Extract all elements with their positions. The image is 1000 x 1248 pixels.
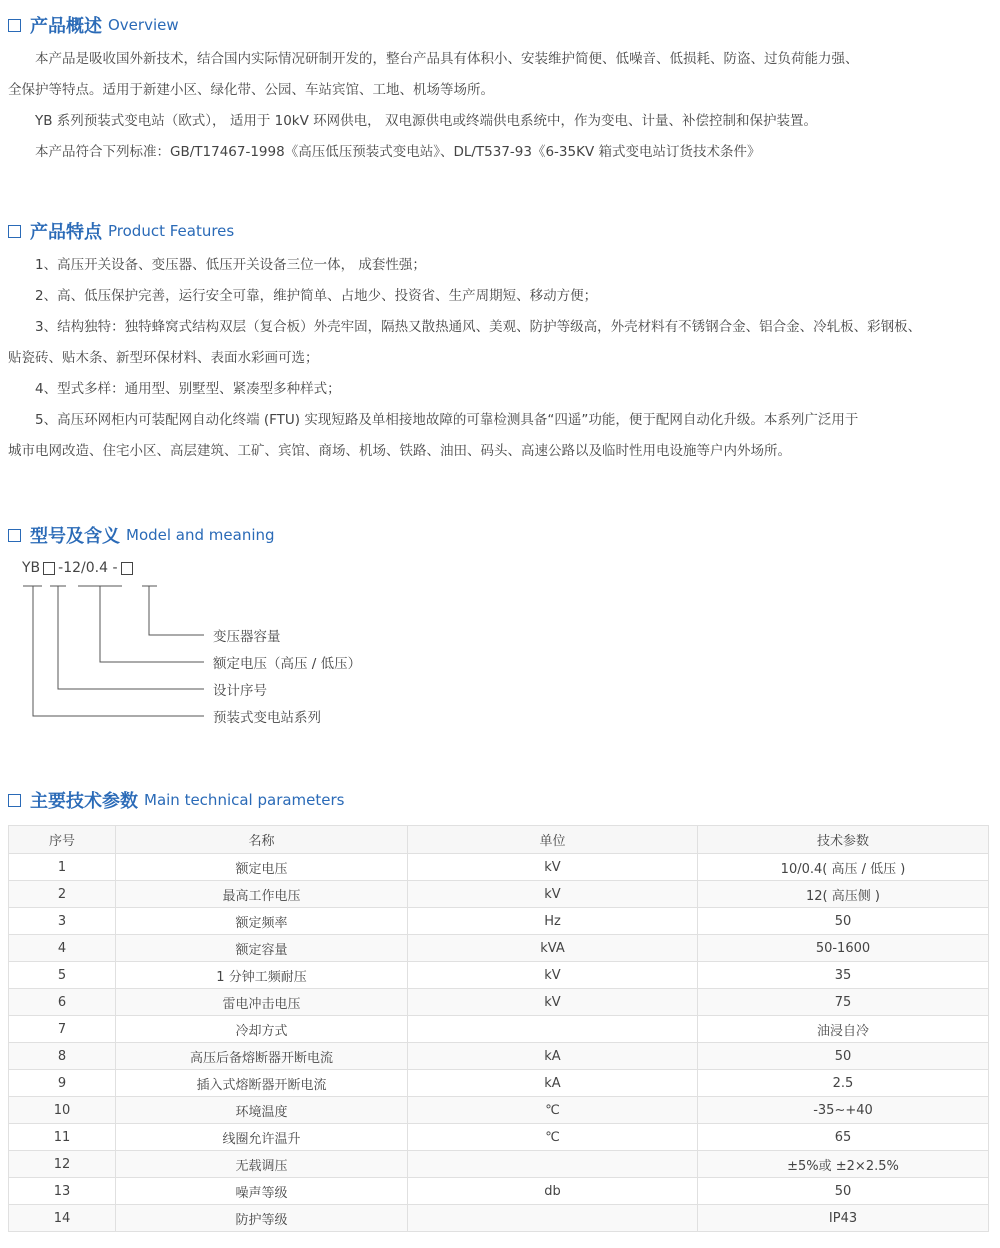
table-cell: 5 — [9, 962, 116, 989]
features-text — [8, 250, 996, 467]
table-cell: 1 — [9, 854, 116, 881]
table-cell: kV — [408, 962, 698, 989]
table-cell — [408, 1205, 698, 1232]
table-cell: 13 — [9, 1178, 116, 1205]
header-cell: 序号 — [9, 826, 116, 854]
table-cell: 线圈允许温升 — [116, 1124, 408, 1151]
legend-capacity: 变压器容量 — [213, 629, 281, 645]
table-cell: kV — [408, 854, 698, 881]
table-row — [9, 1178, 989, 1205]
table-cell: kVA — [408, 935, 698, 962]
table-cell: 2.5 — [698, 1070, 989, 1097]
leader-voltage — [100, 586, 204, 662]
overview-paragraph: YB 系列预装式变电站（欧式）， 适用于 10kV 环网供电， 双电源供电或终端供电系统中，作为变电、计量、补偿控制和保护装置。 — [35, 113, 817, 129]
table-cell: 防护等级 — [116, 1205, 408, 1232]
table-cell: 额定容量 — [116, 935, 408, 962]
table-cell: kV — [408, 881, 698, 908]
header-cell: 名称 — [116, 826, 408, 854]
model-diagram-lines — [0, 580, 220, 720]
model-code — [22, 560, 136, 576]
square-icon — [8, 225, 21, 238]
table-cell: Hz — [408, 908, 698, 935]
feature-item: 5、高压环网柜内可装配网自动化终端 (FTU) 实现短路及单相接地故障的可靠检测具备“四遥”功能，便于配网自动化升级。本系列广泛用于 — [35, 412, 859, 428]
table-cell: 12 — [9, 1151, 116, 1178]
square-icon — [8, 794, 21, 807]
table-cell: 12( 高压侧 ) — [698, 881, 989, 908]
table-cell: kA — [408, 1070, 698, 1097]
feature-item: 贴瓷砖、贴木条、新型环保材料、表面水彩画可选； — [8, 350, 319, 366]
leader-capacity — [149, 586, 204, 635]
table-cell: 2 — [9, 881, 116, 908]
feature-item: 4、型式多样：通用型、别墅型、紧凑型多种样式； — [35, 381, 341, 397]
overview-text — [8, 44, 996, 168]
feature-item: 3、结构独特：独特蜂窝式结构双层（复合板）外壳牢固，隔热又散热通风、美观、防护等级高，外壳材料有不锈钢合金、铝合金、冷轧板、彩钢板、 — [35, 319, 922, 335]
features-title-en: Product Features — [108, 222, 235, 240]
table-row — [9, 935, 989, 962]
model-title-en: Model and meaning — [126, 526, 275, 544]
table-row — [9, 881, 989, 908]
table-row — [9, 962, 989, 989]
table-cell: 50 — [698, 1178, 989, 1205]
table-cell: IP43 — [698, 1205, 989, 1232]
table-cell: 冷却方式 — [116, 1016, 408, 1043]
overview-paragraph: 本产品符合下列标准：GB/T17467-1998《高压低压预装式变电站》、DL/T537-93《6-35KV 箱式变电站订货技术条件》 — [35, 144, 761, 160]
header-cell: 技术参数 — [698, 826, 989, 854]
model-prefix: YB — [22, 560, 41, 576]
leader-series — [33, 586, 204, 716]
table-cell: ±5%或 ±2×2.5% — [698, 1151, 989, 1178]
table-cell: 8 — [9, 1043, 116, 1070]
table-row — [9, 1043, 989, 1070]
table-cell: 插入式熔断器开断电流 — [116, 1070, 408, 1097]
feature-item: 2、高、低压保护完善，运行安全可靠，维护简单、占地少、投资省、生产周期短、移动方便； — [35, 288, 598, 304]
overview-heading — [8, 10, 179, 40]
table-cell: 3 — [9, 908, 116, 935]
legend-design: 设计序号 — [213, 683, 267, 699]
table-cell: 油浸自冷 — [698, 1016, 989, 1043]
table-cell: 噪声等级 — [116, 1178, 408, 1205]
overview-title-en: Overview — [108, 16, 179, 34]
table-cell: 35 — [698, 962, 989, 989]
features-heading — [8, 216, 234, 246]
table-cell — [408, 1151, 698, 1178]
table-cell: 10/0.4( 高压 / 低压 ) — [698, 854, 989, 881]
table-cell: 9 — [9, 1070, 116, 1097]
model-title-cn: 型号及含义 — [30, 526, 120, 547]
table-cell: 65 — [698, 1124, 989, 1151]
square-icon — [8, 529, 21, 542]
table-cell: 50 — [698, 1043, 989, 1070]
table-cell: ℃ — [408, 1124, 698, 1151]
leader-design — [58, 586, 204, 689]
design-number-box — [43, 562, 55, 575]
table-row — [9, 1124, 989, 1151]
table-cell: 50 — [698, 908, 989, 935]
table-row — [9, 908, 989, 935]
capacity-box — [121, 562, 133, 575]
table-row — [9, 989, 989, 1016]
model-heading — [8, 520, 275, 550]
table-cell: 环境温度 — [116, 1097, 408, 1124]
params-title-en: Main technical parameters — [144, 791, 345, 809]
table-row — [9, 854, 989, 881]
feature-item: 1、高压开关设备、变压器、低压开关设备三位一体， 成套性强； — [35, 257, 426, 273]
table-body — [9, 854, 989, 1232]
feature-item: 城市电网改造、住宅小区、高层建筑、工矿、宾馆、商场、机场、铁路、油田、码头、高速公路以及临时性用电设施等户内外场所。 — [8, 443, 791, 459]
table-row — [9, 1151, 989, 1178]
table-cell — [408, 1016, 698, 1043]
table-cell: 额定频率 — [116, 908, 408, 935]
table-cell: 7 — [9, 1016, 116, 1043]
table-cell: 11 — [9, 1124, 116, 1151]
table-cell: ℃ — [408, 1097, 698, 1124]
table-cell: 额定电压 — [116, 854, 408, 881]
features-title-cn: 产品特点 — [30, 222, 102, 243]
model-voltage: -12/0.4 - — [58, 560, 118, 576]
legend-series: 预装式变电站系列 — [213, 710, 321, 726]
table-row — [9, 1205, 989, 1232]
params-table — [8, 825, 989, 1232]
table-cell: 14 — [9, 1205, 116, 1232]
table-cell: 高压后备熔断器开断电流 — [116, 1043, 408, 1070]
legend-voltage: 额定电压（高压 / 低压） — [213, 656, 362, 672]
table-cell: 1 分钟工频耐压 — [116, 962, 408, 989]
table-cell: db — [408, 1178, 698, 1205]
table-cell: 75 — [698, 989, 989, 1016]
table-cell: kA — [408, 1043, 698, 1070]
params-title-cn: 主要技术参数 — [30, 791, 138, 812]
table-cell: kV — [408, 989, 698, 1016]
table-cell: 50-1600 — [698, 935, 989, 962]
params-heading — [8, 785, 345, 815]
overview-paragraph: 全保护等特点。适用于新建小区、绿化带、公园、车站宾馆、工地、机场等场所。 — [8, 82, 494, 98]
table-header-row — [9, 826, 989, 854]
table-cell: 6 — [9, 989, 116, 1016]
square-icon — [8, 19, 21, 32]
table-row — [9, 1016, 989, 1043]
table-cell: 最高工作电压 — [116, 881, 408, 908]
table-cell: 10 — [9, 1097, 116, 1124]
table-row — [9, 1070, 989, 1097]
table-cell: 4 — [9, 935, 116, 962]
overview-title-cn: 产品概述 — [30, 16, 102, 37]
table-row — [9, 1097, 989, 1124]
table-cell: -35~+40 — [698, 1097, 989, 1124]
overview-paragraph: 本产品是吸收国外新技术，结合国内实际情况研制开发的，整台产品具有体积小、安装维护简便、低噪音、低损耗、防盗、过负荷能力强、 — [35, 51, 859, 67]
header-cell: 单位 — [408, 826, 698, 854]
table-cell: 雷电冲击电压 — [116, 989, 408, 1016]
table-cell: 无载调压 — [116, 1151, 408, 1178]
